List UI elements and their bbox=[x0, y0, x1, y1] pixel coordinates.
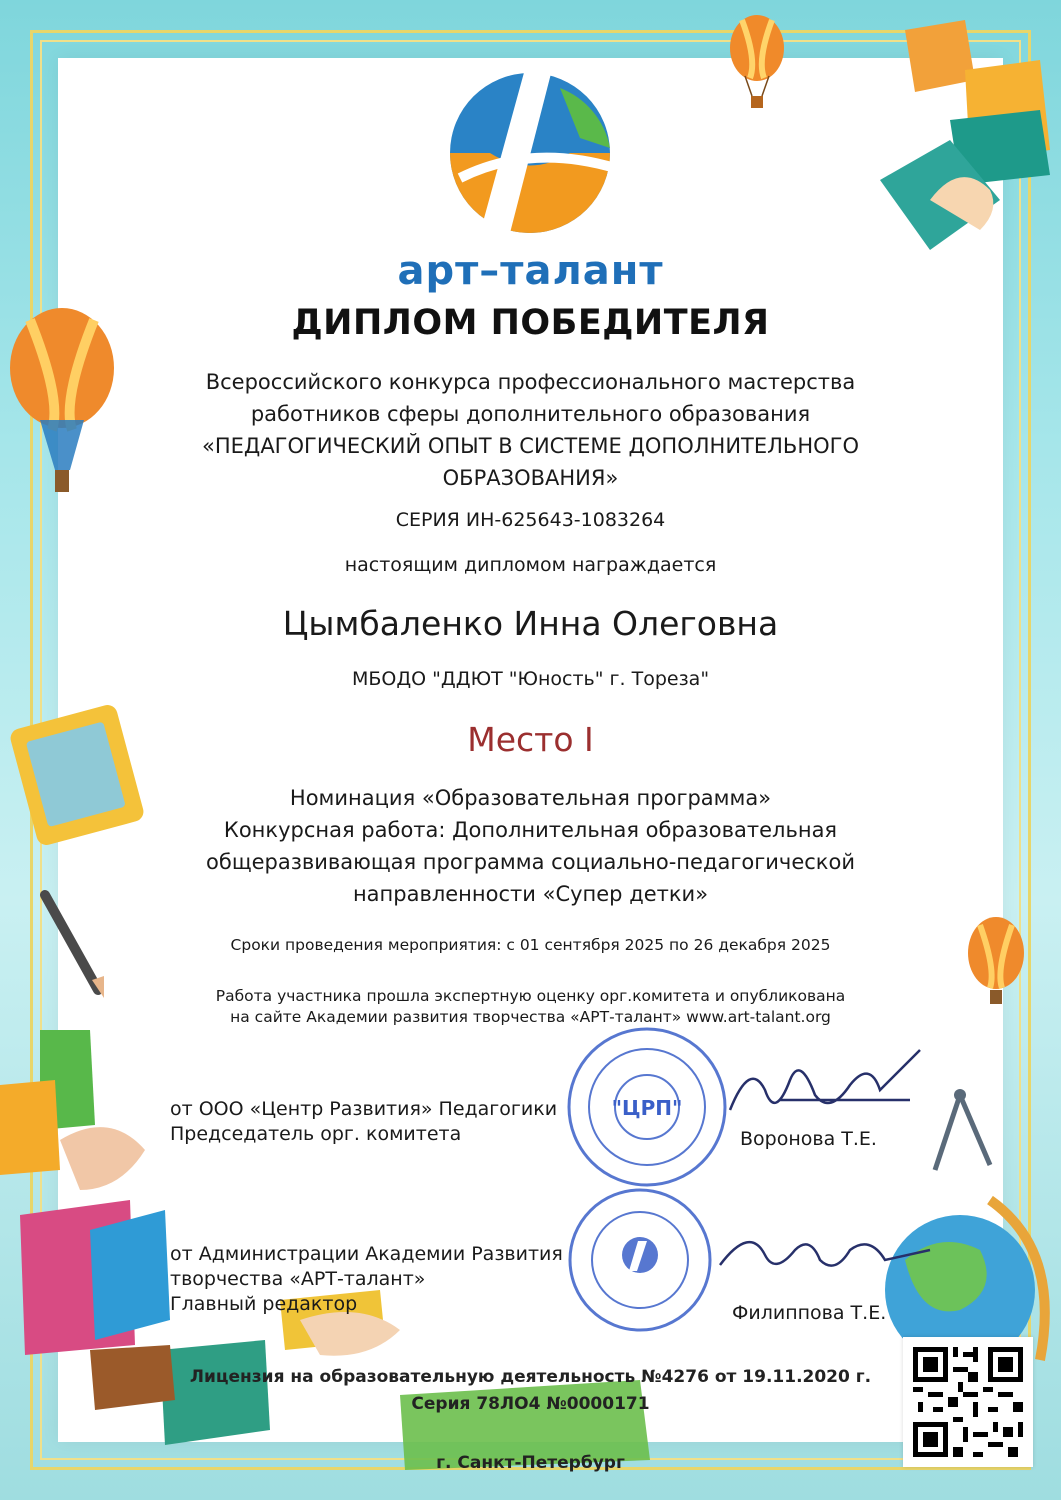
stamp-academy-icon bbox=[565, 1185, 715, 1335]
signer-2-line: Главный редактор bbox=[170, 1293, 358, 1315]
contest-line: Всероссийского конкурса профессионального мастерства bbox=[205, 370, 856, 394]
qr-code[interactable] bbox=[903, 1337, 1033, 1467]
balloon-right-icon bbox=[968, 917, 1024, 1004]
signer-1-line: от ООО «Центр Развития» Педагогики bbox=[170, 1098, 558, 1120]
logo-brand-text: арт–талант bbox=[397, 248, 664, 294]
balloon-top-icon bbox=[730, 15, 784, 108]
series-number: СЕРИЯ ИН-625643-1083264 bbox=[395, 509, 666, 531]
diploma-title: ДИПЛОМ ПОБЕДИТЕЛЯ bbox=[291, 303, 770, 343]
books-top-right-icon bbox=[880, 20, 1050, 250]
balloon-left-icon bbox=[10, 308, 114, 492]
nomination-block bbox=[120, 782, 941, 910]
nomination-line: общеразвивающая программа социально-педагогической bbox=[206, 850, 855, 874]
signer-1-title bbox=[170, 1097, 557, 1147]
contest-line: работников сферы дополнительного образования bbox=[250, 402, 811, 426]
signer-1-line: Председатель орг. комитета bbox=[170, 1123, 462, 1145]
contest-description bbox=[120, 366, 941, 494]
signature-2-icon bbox=[710, 1215, 940, 1295]
nomination-line: направленности «Супер детки» bbox=[352, 882, 709, 906]
expert-line: на сайте Академии развития творчества «АРТ-талант» www.art-talant.org bbox=[230, 1008, 831, 1026]
signer-2-line: от Администрации Академии Развития bbox=[170, 1243, 563, 1265]
expert-note bbox=[120, 986, 941, 1028]
nomination-line: Номинация «Образовательная программа» bbox=[289, 786, 772, 810]
event-dates: Сроки проведения мероприятия: с 01 сентября 2025 по 26 декабря 2025 bbox=[230, 936, 831, 954]
contest-line: ОБРАЗОВАНИЯ» bbox=[442, 466, 619, 490]
signer-1-name: Воронова Т.Е. bbox=[740, 1128, 877, 1150]
stamp-crp-icon bbox=[565, 1025, 730, 1190]
license-series: Серия 78ЛО4 №0000171 bbox=[411, 1394, 650, 1414]
compass-icon bbox=[935, 1089, 990, 1170]
pencil-left-icon bbox=[45, 895, 104, 998]
awarded-text: настоящим дипломом награждается bbox=[344, 554, 717, 576]
nomination-line: Конкурсная работа: Дополнительная образовательная bbox=[223, 818, 838, 842]
city: г. Санкт-Петербург bbox=[436, 1453, 625, 1473]
signer-2-name: Филиппова Т.Е. bbox=[732, 1302, 887, 1324]
expert-line: Работа участника прошла экспертную оценку орг.комитета и опубликована bbox=[215, 987, 846, 1005]
signature-1-icon bbox=[720, 1040, 930, 1130]
license-text: Лицензия на образовательную деятельность №4276 от 19.11.2020 г. bbox=[189, 1367, 872, 1387]
recipient-organization: МБОДО "ДДЮТ "Юность" г. Тореза" bbox=[351, 668, 710, 690]
qr-code-icon bbox=[903, 1337, 1033, 1467]
recipient-name: Цымбаленко Инна Олеговна bbox=[282, 604, 779, 643]
award-place: Место I bbox=[467, 720, 594, 759]
signer-2-line: творчества «АРТ-талант» bbox=[170, 1268, 426, 1290]
stamp-center-text: "ЦРП" bbox=[611, 1096, 683, 1120]
signer-2-title bbox=[170, 1242, 563, 1317]
contest-line: «ПЕДАГОГИЧЕСКИЙ ОПЫТ В СИСТЕМЕ ДОПОЛНИТЕЛЬНОГО bbox=[202, 434, 859, 458]
